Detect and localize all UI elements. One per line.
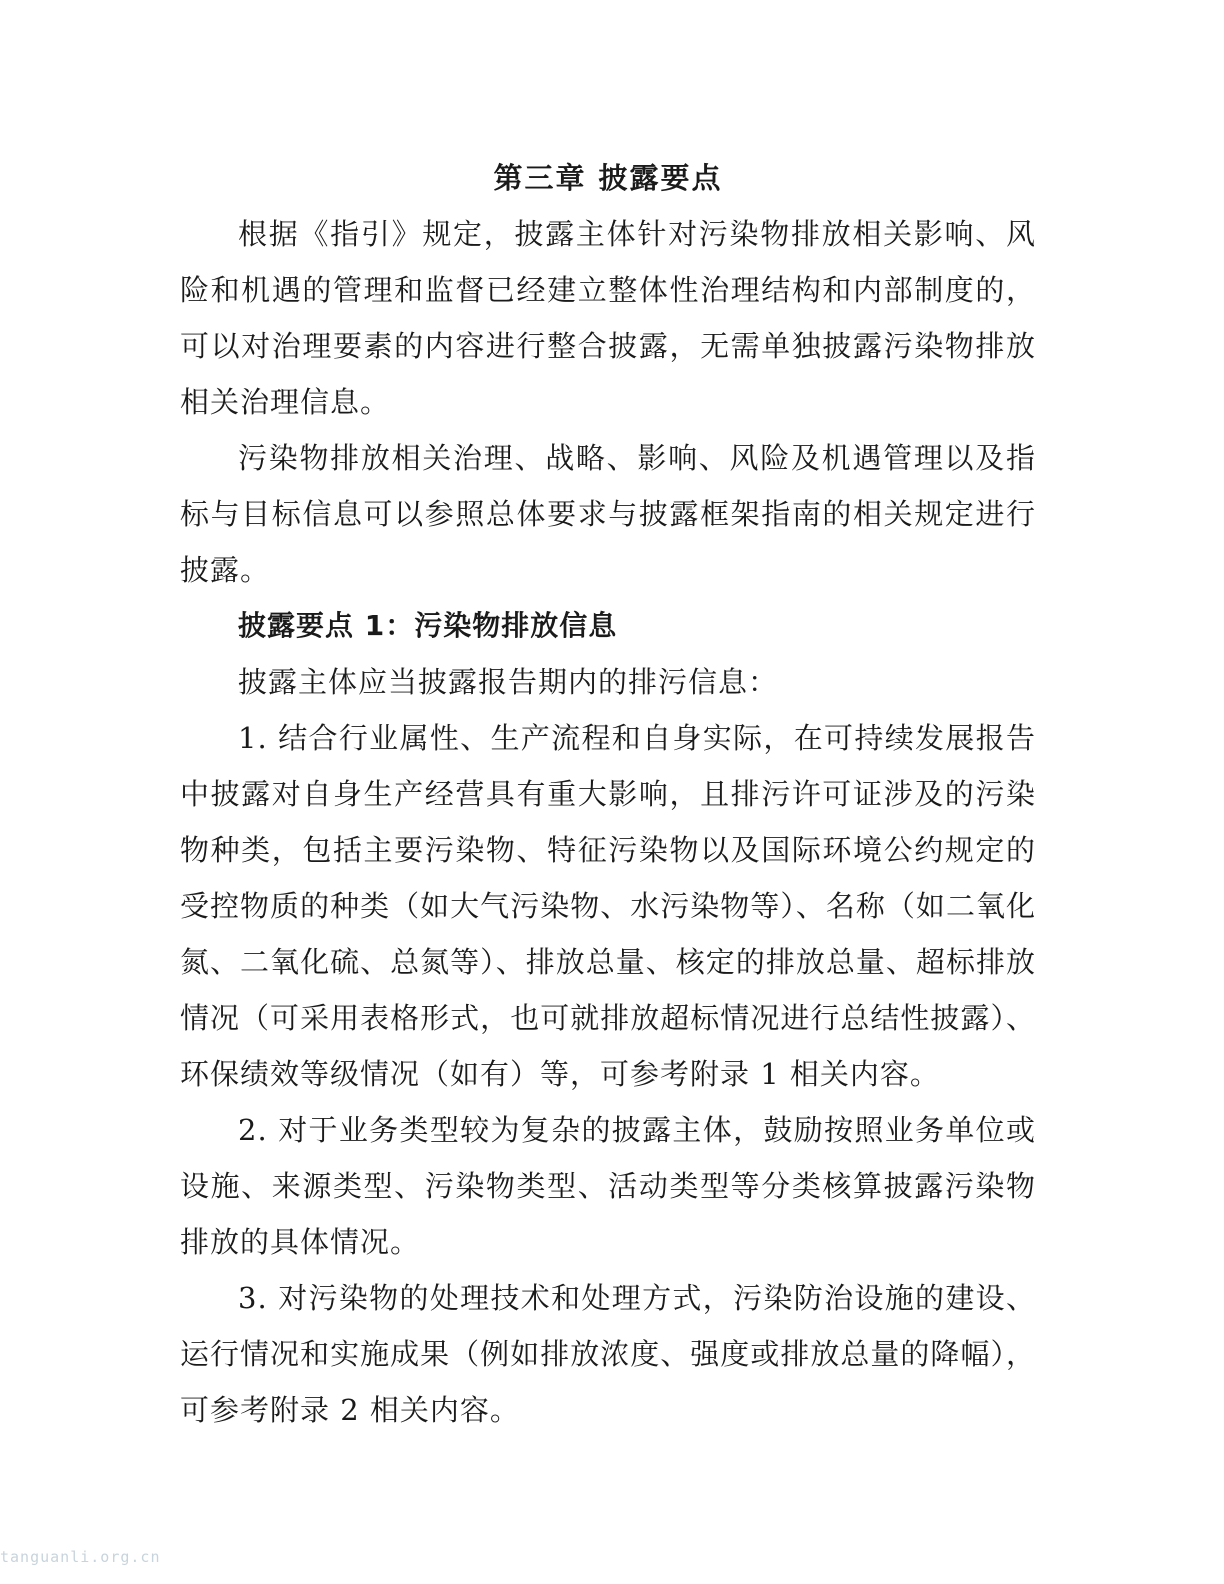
document-page [180,150,1036,1438]
list-item: 3. 对污染物的处理技术和处理方式，污染防治设施的建设、运行情况和实施成果（例如排放浓度、强度或排放总量的降幅），可参考附录 2 相关内容。 [180,1281,1036,1427]
list-item: 1. 结合行业属性、生产流程和自身实际，在可持续发展报告中披露对自身生产经营具有重大影响，且排污许可证涉及的污染物种类，包括主要污染物、特征污染物以及国际环境公约规定的受控物质的种类（如大气污染物、水污染物等）、名称（如二氧化氮、二氧化硫、总氮等）、排放总量、核定的排放总量、超标排放情况（可采用表格形式，也可就排放超标情况进行总结性披露）、环保绩效等级情况（如有）等，可参考附录 1 相关内容。 [180,721,1036,1091]
watermark: tanguanli.org.cn [0,1548,161,1566]
list-item: 2. 对于业务类型较为复杂的披露主体，鼓励按照业务单位或设施、来源类型、污染物类型、活动类型等分类核算披露污染物排放的具体情况。 [180,1113,1036,1259]
chapter-title: 第三章 披露要点 [493,161,723,195]
intro-paragraph-1: 根据《指引》规定，披露主体针对污染物排放相关影响、风险和机遇的管理和监督已经建立整体性治理结构和内部制度的，可以对治理要素的内容进行整合披露，无需单独披露污染物排放相关治理信息。 [180,217,1036,419]
section-heading: 披露要点 1：污染物排放信息 [238,609,618,642]
section-intro: 披露主体应当披露报告期内的排污信息： [238,665,779,699]
intro-paragraph-2: 污染物排放相关治理、战略、影响、风险及机遇管理以及指标与目标信息可以参照总体要求与披露框架指南的相关规定进行披露。 [180,441,1036,587]
